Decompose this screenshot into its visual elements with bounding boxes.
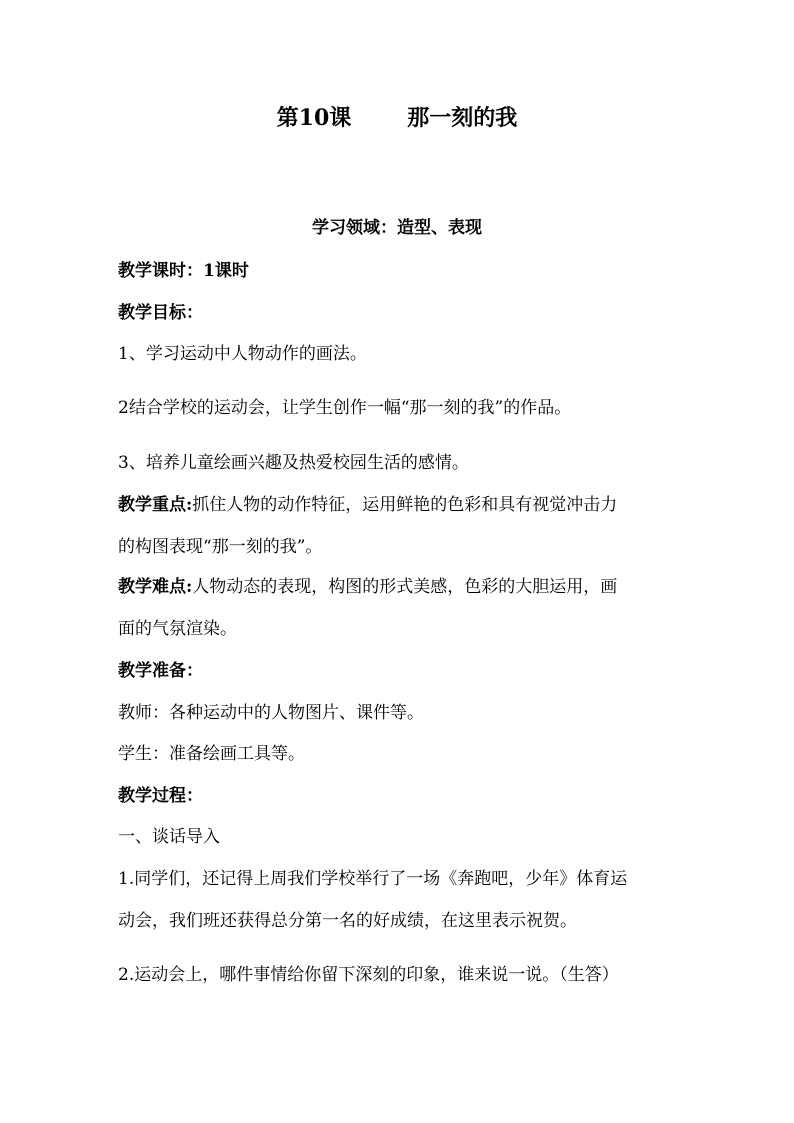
paragraph-line	[118, 785, 688, 807]
line-text: 教师：各种运动中的人物图片、课件等。	[118, 703, 424, 723]
line-label: 教学目标：	[118, 303, 203, 323]
paragraph-line	[118, 343, 688, 365]
paragraph-line	[118, 743, 688, 765]
paragraph-line	[118, 397, 688, 419]
paragraph-line	[118, 660, 688, 682]
paragraph-line	[118, 702, 688, 724]
line-text: 面的气氛渲染。	[118, 619, 237, 639]
page-title	[0, 104, 794, 132]
line-text: 3、培养儿童绘画兴趣及热爱校园生活的感情。	[118, 453, 469, 473]
line-label: 教学过程：	[118, 786, 203, 806]
line-text: 2.运动会上，哪件事情给你留下深刻的印象，谁来说一说。（生答）	[118, 965, 619, 985]
lesson-number: 第10课	[276, 105, 352, 131]
line-text: 一、谈话导入	[118, 827, 220, 847]
line-text: 动会，我们班还获得总分第一名的好成绩，在这里表示祝贺。	[118, 911, 577, 931]
line-text: 1、学习运动中人物动作的画法。	[118, 344, 367, 364]
line-label: 教学重点:	[118, 495, 193, 515]
line-label: 教学准备：	[118, 661, 203, 681]
lesson-name: 那一刻的我	[407, 105, 518, 131]
paragraph-line	[118, 910, 688, 932]
line-text: 人物动态的表现，构图的形式美感，色彩的大胆运用，画	[192, 577, 618, 597]
line-text: 2结合学校的运动会，让学生创作一幅“那一刻的我”的作品。	[118, 398, 572, 418]
line-text: 1.同学们，还记得上周我们学校举行了一场《奔跑吧，少年》体育运	[118, 869, 628, 889]
line-text: 抓住人物的动作特征，运用鲜艳的色彩和具有视觉冲击力	[192, 495, 618, 515]
paragraph-line	[118, 260, 688, 282]
paragraph-line	[118, 826, 688, 848]
paragraph-line	[118, 302, 688, 324]
paragraph-line	[118, 868, 688, 890]
line-text: 的构图表现“那一刻的我”。	[118, 537, 323, 557]
paragraph-line	[118, 964, 688, 986]
paragraph-line	[118, 452, 688, 474]
paragraph-line	[118, 494, 688, 516]
line-label: 教学课时：1课时	[118, 261, 249, 281]
subtitle: 学习领域：造型、表现	[312, 218, 482, 238]
line-text: 学生：准备绘画工具等。	[118, 744, 305, 764]
line-label: 教学难点:	[118, 577, 193, 597]
paragraph-line	[118, 618, 688, 640]
paragraph-line	[118, 576, 688, 598]
paragraph-line	[118, 536, 688, 558]
